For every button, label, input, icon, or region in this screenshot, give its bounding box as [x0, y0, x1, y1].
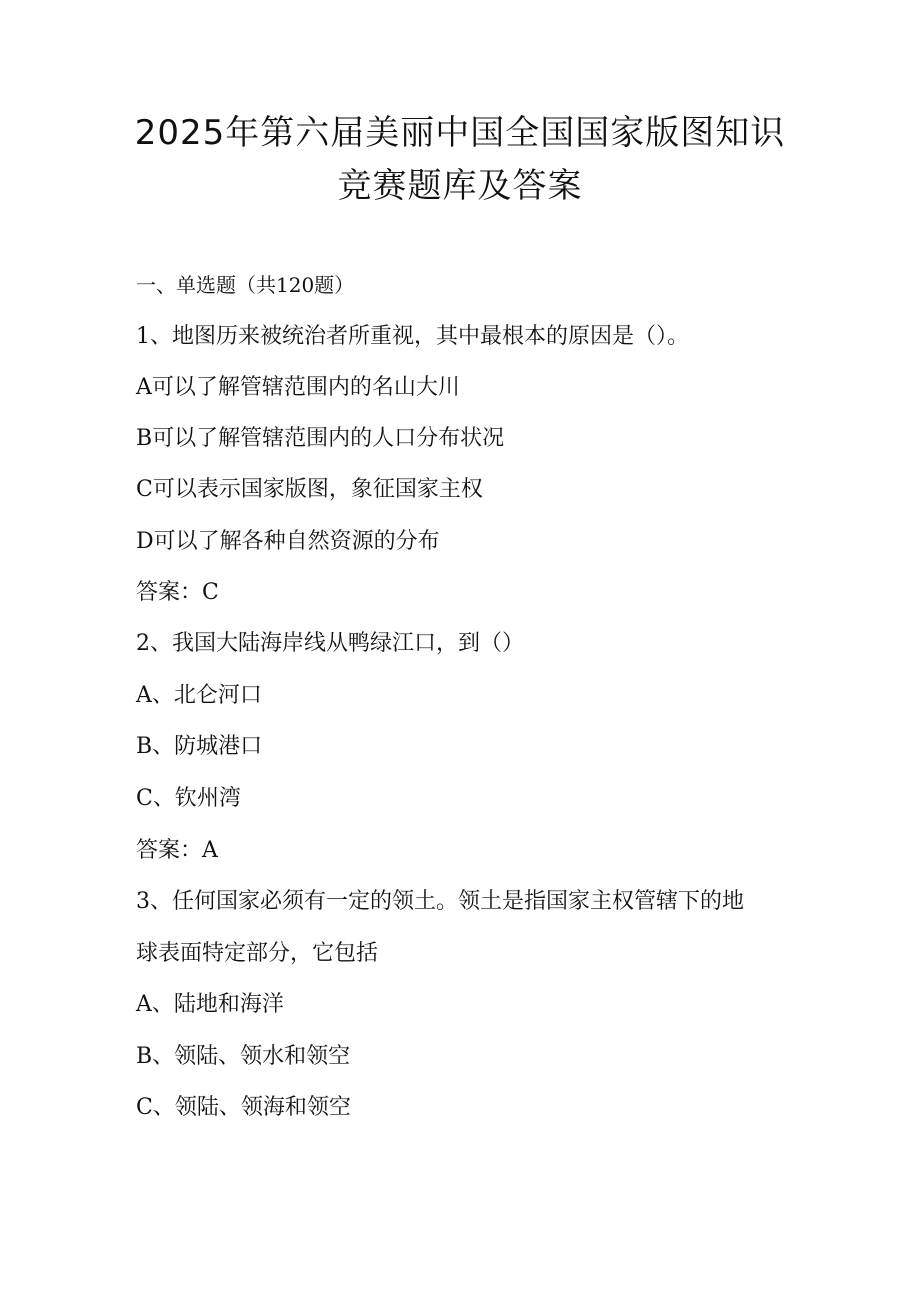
question-3-option-b: B、领陆、领水和领空 [136, 1044, 351, 1069]
question-3-option-c: C、领陆、领海和领空 [136, 1095, 351, 1120]
question-2-option-a: A、北仑河口 [136, 683, 262, 708]
question-2-answer: 答案：A [136, 838, 218, 863]
question-1-option-a: A可以了解管辖范围内的名山大川 [136, 375, 460, 400]
question-2-text: 2、我国大陆海岸线从鸭绿江口，到（） [136, 631, 524, 656]
question-3-option-a: A、陆地和海洋 [136, 992, 284, 1017]
question-2-option-b: B、防城港口 [136, 734, 263, 759]
question-1-answer: 答案：C [136, 580, 219, 605]
document-title-line-1: 2025年第六届美丽中国全国国家版图知识 [134, 113, 786, 153]
question-1-option-c: C可以表示国家版图，象征国家主权 [136, 477, 483, 502]
section-heading: 一、单选题（共120题） [136, 273, 355, 297]
question-3-text-line-2: 球表面特定部分，它包括 [136, 941, 379, 966]
question-2-option-c: C、钦州湾 [136, 786, 241, 811]
question-1-text: 1、地图历来被统治者所重视，其中最根本的原因是（）。 [136, 324, 689, 349]
question-1-option-b: B可以了解管辖范围内的人口分布状况 [136, 426, 505, 451]
question-1-option-d: D可以了解各种自然资源的分布 [136, 529, 440, 554]
question-3-text-line-1: 3、任何国家必须有一定的领土。领土是指国家主权管辖下的地 [136, 889, 744, 914]
document-title-line-2: 竞赛题库及答案 [337, 166, 583, 206]
